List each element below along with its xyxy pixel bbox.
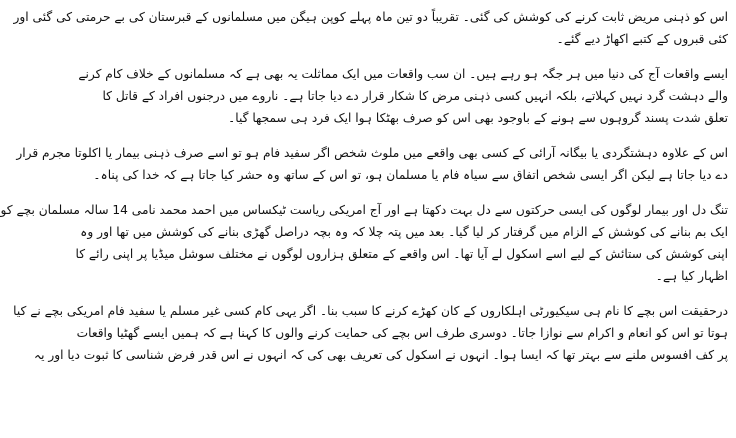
text-line: ہوتا تو اس کو انعام و اکرام سے نوازا جاتا۔ دوسری طرف اس بچے کی حمایت کرنے والوں کا کہنا ہے کہ ہمیں ایسے گھٹیا واقعات xyxy=(76,326,728,340)
text-line: پر کف افسوس ملنے سے بہتر تھا کہ ایسا ہوا۔ انہوں نے اسکول کی تعریف بھی کی کہ انہوں نے اس قدر فرض شناسی کا ثبوت دیا اور یہ xyxy=(33,348,728,362)
text-line: والے دہشت گرد نہیں کہلاتے، بلکہ انہیں کسی ذہنی مرض کا شکار قرار دے دیا جاتا ہے۔ ناروے میں درجنوں افراد کے قاتل کا xyxy=(102,89,728,103)
text-line: اس کو ذہنی مریض ثابت کرنے کی کوشش کی گئی۔ تقریباً دو تین ماہ پہلے کوپن ہیگن میں مسلمانوں کے قبرستان کی بے حرمتی کی گئی اور xyxy=(13,10,728,24)
text-line: ایسے واقعات آج کی دنیا میں ہر جگہ ہو رہے ہیں۔ ان سب واقعات میں ایک مماثلت یہ بھی ہے کہ مسلمانوں کے خلاف کام کرنے xyxy=(78,67,728,81)
paragraph-1 xyxy=(13,6,728,50)
paragraph-2 xyxy=(78,63,728,129)
text-line: اظہار کیا ہے۔ xyxy=(655,269,728,283)
text-line: اس کے علاوہ دہشتگردی یا بیگانہ آرائی کے کسی بھی واقعے میں ملوث شخص اگر سفید فام ہو تو اسے صرف ذہنی بیمار یا اکلوتا مجرم قرار xyxy=(16,146,728,160)
text-line: ایک بم بنانے کی کوشش کے الزام میں گرفتار کر لیا گیا۔ بعد میں پتہ چلا کہ وہ بچہ دراصل گھڑی بنانے کی کوشش میں تھا اور وہ xyxy=(80,225,728,239)
text-line: درحقیقت اس بچے کا نام ہی سیکیورٹی اہلکاروں کے کان کھڑے کرنے کا سبب بنا۔ اگر یہی کام کسی غیر مسلم یا سفید فام امریکی بچے نے کیا xyxy=(13,304,728,318)
text-line: تنگ دل اور بیمار لوگوں کی ایسی حرکتوں سے دل بہت دکھتا ہے اور آج امریکی ریاست ٹیکساس میں احمد محمد نامی 14 سالہ مسلمان بچے کو xyxy=(0,203,728,217)
paragraph-3 xyxy=(16,142,728,186)
paragraph-4 xyxy=(0,199,728,287)
paragraph-5 xyxy=(13,300,728,366)
text-line: تعلق شدت پسند گروہوں سے ہونے کے باوجود بھی اس کو صرف بھٹکا ہوا ایک فرد ہی سمجھا گیا۔ xyxy=(228,111,728,125)
text-line: کئی قبروں کے کتبے اکھاڑ دیے گئے۔ xyxy=(556,32,728,46)
text-line: اپنی کوشش کی ستائش کے لیے اسے اسکول لے آیا تھا۔ اس واقعے کے متعلق ہزاروں لوگوں نے مختلف سوشل میڈیا پر اپنی رائے کا xyxy=(75,247,728,261)
text-line: دے دیا جاتا ہے لیکن اگر ایسی شخص اتفاق سے سیاہ فام یا مسلمان ہو، تو اس کے ساتھ وہ حشر کیا جاتا ہے کہ خدا کی پناہ۔ xyxy=(93,168,728,182)
